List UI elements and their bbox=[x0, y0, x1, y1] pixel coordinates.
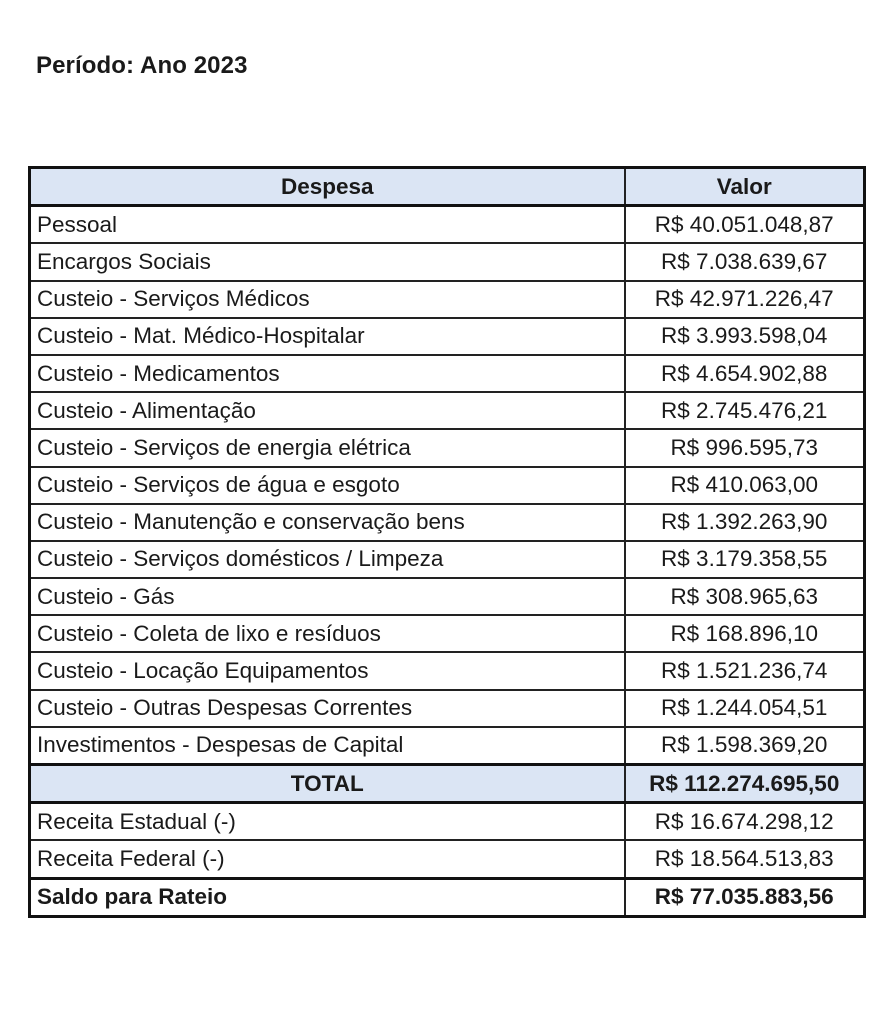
expense-label: Custeio - Gás bbox=[30, 578, 625, 615]
expense-label: Custeio - Serviços Médicos bbox=[30, 281, 625, 318]
balance-row bbox=[30, 878, 865, 916]
expense-label: Custeio - Mat. Médico-Hospitalar bbox=[30, 318, 625, 355]
expense-value: R$ 40.051.048,87 bbox=[625, 206, 865, 244]
expense-label: Custeio - Manutenção e conservação bens bbox=[30, 504, 625, 541]
expense-value: R$ 3.179.358,55 bbox=[625, 541, 865, 578]
total-label: TOTAL bbox=[30, 765, 625, 803]
expenses-table bbox=[28, 166, 866, 918]
expense-value: R$ 7.038.639,67 bbox=[625, 243, 865, 280]
header-valor: Valor bbox=[625, 168, 865, 206]
table-row bbox=[30, 318, 865, 355]
table-row bbox=[30, 541, 865, 578]
table-row bbox=[30, 355, 865, 392]
expense-value: R$ 2.745.476,21 bbox=[625, 392, 865, 429]
expense-label: Custeio - Coleta de lixo e resíduos bbox=[30, 615, 625, 652]
total-value: R$ 112.274.695,50 bbox=[625, 765, 865, 803]
table-row bbox=[30, 578, 865, 615]
table-header-row bbox=[30, 168, 865, 206]
expense-value: R$ 1.244.054,51 bbox=[625, 690, 865, 727]
total-row bbox=[30, 765, 865, 803]
table-row bbox=[30, 727, 865, 765]
table-row bbox=[30, 206, 865, 244]
revenue-value: R$ 18.564.513,83 bbox=[625, 840, 865, 878]
table-row bbox=[30, 504, 865, 541]
expense-label: Custeio - Alimentação bbox=[30, 392, 625, 429]
expense-value: R$ 996.595,73 bbox=[625, 429, 865, 466]
table-row bbox=[30, 429, 865, 466]
header-despesa: Despesa bbox=[30, 168, 625, 206]
expense-label: Custeio - Medicamentos bbox=[30, 355, 625, 392]
expense-label: Custeio - Serviços de água e esgoto bbox=[30, 467, 625, 504]
revenue-value: R$ 16.674.298,12 bbox=[625, 803, 865, 841]
revenue-label: Receita Estadual (-) bbox=[30, 803, 625, 841]
expense-value: R$ 168.896,10 bbox=[625, 615, 865, 652]
expense-value: R$ 1.392.263,90 bbox=[625, 504, 865, 541]
expense-label: Investimentos - Despesas de Capital bbox=[30, 727, 625, 765]
balance-value: R$ 77.035.883,56 bbox=[625, 878, 865, 916]
table-row bbox=[30, 281, 865, 318]
expense-label: Custeio - Serviços domésticos / Limpeza bbox=[30, 541, 625, 578]
expense-value: R$ 308.965,63 bbox=[625, 578, 865, 615]
table-row bbox=[30, 243, 865, 280]
revenue-row bbox=[30, 803, 865, 841]
table-row bbox=[30, 392, 865, 429]
revenue-row bbox=[30, 840, 865, 878]
table-row bbox=[30, 652, 865, 689]
expense-value: R$ 4.654.902,88 bbox=[625, 355, 865, 392]
table-row bbox=[30, 467, 865, 504]
expense-value: R$ 1.598.369,20 bbox=[625, 727, 865, 765]
expense-label: Custeio - Outras Despesas Correntes bbox=[30, 690, 625, 727]
expense-label: Encargos Sociais bbox=[30, 243, 625, 280]
expense-label: Custeio - Locação Equipamentos bbox=[30, 652, 625, 689]
balance-label: Saldo para Rateio bbox=[30, 878, 625, 916]
table-row bbox=[30, 690, 865, 727]
expense-value: R$ 410.063,00 bbox=[625, 467, 865, 504]
revenue-label: Receita Federal (-) bbox=[30, 840, 625, 878]
expense-value: R$ 42.971.226,47 bbox=[625, 281, 865, 318]
period-title: Período: Ano 2023 bbox=[36, 52, 248, 79]
expense-label: Custeio - Serviços de energia elétrica bbox=[30, 429, 625, 466]
expense-value: R$ 1.521.236,74 bbox=[625, 652, 865, 689]
expense-value: R$ 3.993.598,04 bbox=[625, 318, 865, 355]
expense-label: Pessoal bbox=[30, 206, 625, 244]
table-row bbox=[30, 615, 865, 652]
